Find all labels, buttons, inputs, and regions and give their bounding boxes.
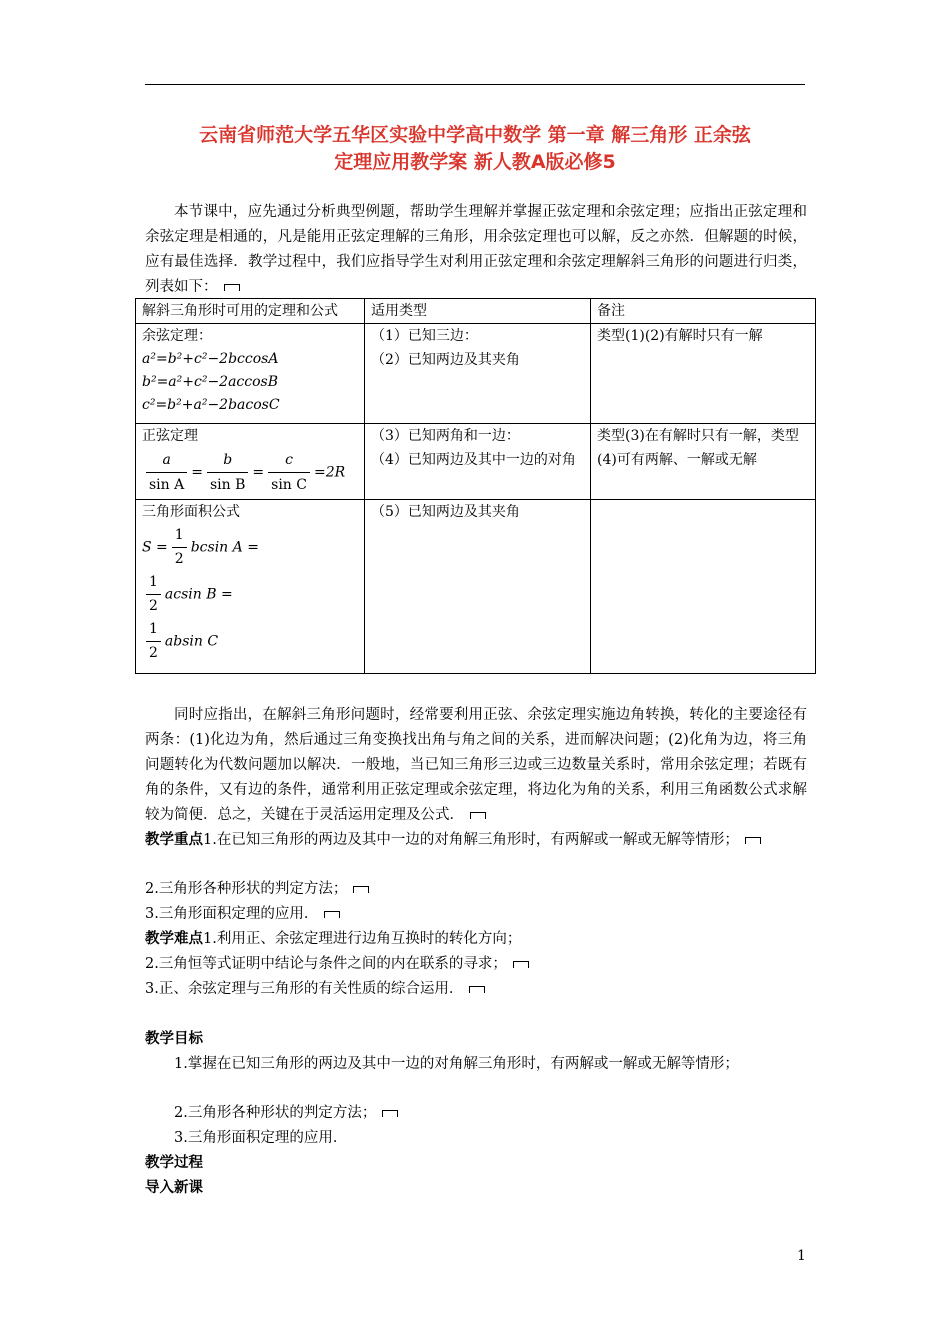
key-points-line-2 xyxy=(145,877,815,901)
goals-heading xyxy=(145,1027,815,1051)
area-name: 三角形面积公式 xyxy=(142,504,240,520)
numerator: c xyxy=(268,448,310,473)
fraction xyxy=(146,571,161,618)
table-header-row xyxy=(136,299,816,324)
numerator: a xyxy=(146,448,187,473)
difficulty-label: 教学难点 xyxy=(145,931,203,947)
sine-name: 正弦定理 xyxy=(142,428,198,444)
note-cell: 类型(1)(2)有解时只有一解 xyxy=(591,324,816,424)
key-item-3: 3.三角形面积定理的应用． xyxy=(145,906,319,922)
key-item-2: 2.三角形各种形状的判定方法； xyxy=(145,881,348,897)
type-item: （5）已知两边及其夹角 xyxy=(371,504,520,520)
denominator: sin B xyxy=(209,477,246,493)
difficulty-line-2 xyxy=(145,952,815,976)
edit-mark-icon xyxy=(513,961,529,968)
document-title xyxy=(140,122,810,176)
sine-cell xyxy=(136,424,365,500)
equals: = xyxy=(252,464,265,481)
type-item: （2）已知两边及其夹角 xyxy=(371,352,520,368)
difficulty-line-1 xyxy=(145,927,815,951)
sine-formula xyxy=(142,448,358,497)
title-line-1: 云南省师范大学五华区实验中学高中数学 第一章 解三角形 正余弦 xyxy=(199,124,751,146)
header-cell: 适用类型 xyxy=(365,299,591,324)
denominator: sin A xyxy=(149,477,185,493)
table-row xyxy=(136,324,816,424)
cosine-name: 余弦定理： xyxy=(142,328,212,344)
area-term: acsin B = xyxy=(164,586,233,603)
fraction xyxy=(268,448,310,497)
top-rule xyxy=(145,84,805,85)
fraction xyxy=(146,618,161,665)
equals: = xyxy=(191,464,203,481)
cosine-cell xyxy=(136,324,365,424)
table-row xyxy=(136,424,816,500)
area-formula-2 xyxy=(142,571,358,618)
type-item: （3）已知两角和一边： xyxy=(371,428,520,444)
cosine-formula-b: b²=a²+c²−2accosB xyxy=(142,374,279,390)
goals-item-1: 1.掌握在已知三角形的两边及其中一边的对角解三角形时，有两解或一解或无解等情形； xyxy=(174,1056,739,1072)
area-term: bcsin A = xyxy=(190,539,259,556)
title-line-2: 定理应用教学案 新人教A版必修5 xyxy=(334,151,616,173)
area-formula-3 xyxy=(142,618,358,665)
key-points-line-1 xyxy=(145,828,807,853)
type-item: （4）已知两边及其中一边的对角 xyxy=(371,452,576,468)
rhs: =2R xyxy=(313,464,346,481)
page-number: 1 xyxy=(797,1248,806,1264)
second-text: 同时应指出，在解斜三角形问题时，经常要利用正弦、余弦定理实施边角转换，转化的主要途径有两条：(1)化边为角，然后通过三角变换找出角与角之间的关系，进而解决问题；(2)化角为边，将三角问题转化为代数问题加以解决．一般地，当已知三角形三边或三边数量关系时，常用余弦定理；若既有角的条件，又有边的条件，通常利用正弦定理或余弦定理，将边化为角的关系，利用三角函数公式求解较为简便．总之，关键在于灵活运用定理及公式． xyxy=(145,707,807,823)
numerator: 1 xyxy=(146,571,161,595)
types-cell xyxy=(365,500,591,674)
key-label: 教学重点 xyxy=(145,832,203,848)
area-term: absin C xyxy=(164,633,219,650)
edit-mark-icon xyxy=(382,1110,398,1117)
area-cell xyxy=(136,500,365,674)
header-cell: 备注 xyxy=(591,299,816,324)
numerator: 1 xyxy=(146,618,161,642)
numerator: b xyxy=(207,448,248,473)
goals-line-2 xyxy=(145,1101,815,1125)
intro-heading xyxy=(145,1176,815,1200)
denominator: 2 xyxy=(149,598,158,614)
cosine-formula-a: a²=b²+c²−2bccosA xyxy=(142,351,279,367)
cosine-formula-c: c²=b²+a²−2bacosC xyxy=(142,397,280,413)
types-cell xyxy=(365,324,591,424)
table-row xyxy=(136,500,816,674)
denominator: 2 xyxy=(174,551,184,567)
process-label: 教学过程 xyxy=(145,1155,203,1171)
second-paragraph xyxy=(145,703,807,828)
header-cell: 解斜三角形时可用的定理和公式 xyxy=(136,299,365,324)
types-cell xyxy=(365,424,591,500)
type-item: （1）已知三边： xyxy=(371,328,478,344)
difficulty-item-3: 3.正、余弦定理与三角形的有关性质的综合运用． xyxy=(145,981,464,997)
edit-mark-icon xyxy=(745,837,761,844)
fraction xyxy=(172,524,187,571)
theorem-table xyxy=(135,298,816,674)
edit-mark-icon xyxy=(324,911,340,918)
area-formula-1 xyxy=(142,524,358,571)
note-cell: 类型(3)在有解时只有一解，类型(4)可有两解、一解或无解 xyxy=(591,424,816,500)
edit-mark-icon xyxy=(224,284,240,291)
goals-item-3: 3.三角形面积定理的应用． xyxy=(174,1130,348,1146)
intro-label: 导入新课 xyxy=(145,1180,203,1196)
fraction xyxy=(146,448,187,497)
edit-mark-icon xyxy=(470,812,486,819)
key-points-line-3 xyxy=(145,902,815,926)
difficulty-line-3 xyxy=(145,977,815,1001)
intro-text: 本节课中，应先通过分析典型例题，帮助学生理解并掌握正弦定理和余弦定理；应指出正弦定理和余弦定理是相通的，凡是能用正弦定理解的三角形，用余弦定理也可以解，反之亦然．但解题的时候，应有最佳选择．教学过程中，我们应指导学生对利用正弦定理和余弦定理解斜三角形的问题进行归类，列表如下： xyxy=(145,204,807,295)
process-heading xyxy=(145,1151,815,1175)
denominator: 2 xyxy=(149,645,158,661)
fraction xyxy=(207,448,248,497)
edit-mark-icon xyxy=(353,886,369,893)
goals-item-2: 2.三角形各种形状的判定方法； xyxy=(174,1105,377,1121)
difficulty-item-2: 2.三角恒等式证明中结论与条件之间的内在联系的寻求； xyxy=(145,956,507,972)
intro-paragraph xyxy=(145,200,807,300)
key-item-1: 1.在已知三角形的两边及其中一边的对角解三角形时，有两解或一解或无解等情形； xyxy=(203,832,739,848)
difficulty-item-1: 1.利用正、余弦定理进行边角互换时的转化方向； xyxy=(203,931,522,947)
area-s: S = xyxy=(142,539,168,556)
edit-mark-icon xyxy=(469,986,485,993)
denominator: sin C xyxy=(271,477,307,493)
goals-label: 教学目标 xyxy=(145,1031,203,1047)
numerator: 1 xyxy=(172,524,187,548)
note-cell xyxy=(591,500,816,674)
